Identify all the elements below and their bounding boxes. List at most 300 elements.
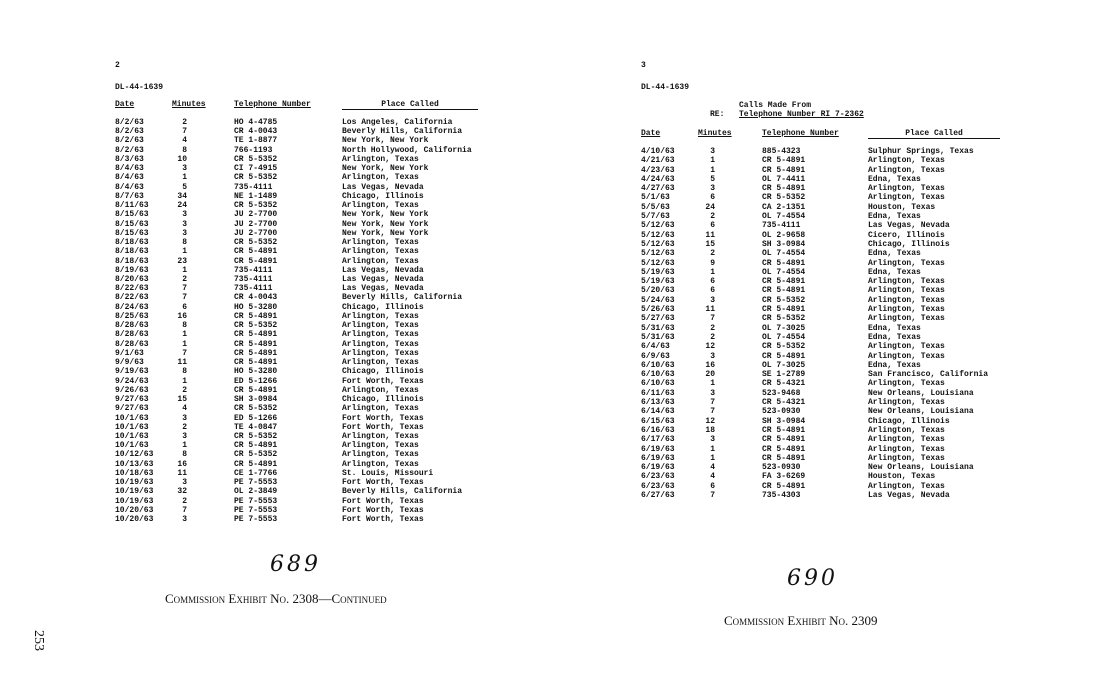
cell-minutes: 6 (710, 221, 715, 231)
cell-place: New York, New York (342, 210, 429, 220)
cell-telephone: CR 5-4891 (762, 444, 806, 454)
cell-place: Chicago, Illinois (342, 302, 424, 312)
cell-date: 6/11/63 (641, 388, 675, 398)
cell-date: 8/28/63 (115, 321, 149, 331)
header-place: Place Called (868, 129, 1000, 139)
cell-minutes: 2 (710, 323, 715, 333)
cell-minutes: 15 (177, 395, 187, 405)
cell-place: Arlington, Texas (868, 453, 945, 463)
table-row (115, 506, 515, 515)
cell-place: Las Vegas, Nevada (342, 274, 424, 284)
cell-telephone: TE 1-8877 (234, 136, 278, 146)
table-row (115, 487, 515, 496)
cell-minutes: 3 (710, 295, 715, 305)
cell-telephone: SH 3-0984 (234, 395, 278, 405)
cell-minutes: 6 (710, 481, 715, 491)
cell-place: Arlington, Texas (342, 450, 419, 460)
cell-date: 4/24/63 (641, 174, 675, 184)
calls-table (641, 147, 1041, 500)
cell-minutes: 16 (177, 459, 187, 469)
cell-telephone: HO 4-4785 (234, 118, 278, 127)
cell-place: Las Vegas, Nevada (868, 490, 950, 500)
cell-place: Arlington, Texas (342, 441, 419, 451)
cell-date: 6/4/63 (641, 342, 670, 352)
cell-date: 5/1/63 (641, 193, 670, 203)
cell-place: Las Vegas, Nevada (342, 265, 424, 275)
cell-minutes: 3 (182, 228, 187, 238)
cell-date: 5/12/63 (641, 239, 675, 249)
cell-minutes: 3 (182, 431, 187, 441)
table-row (115, 460, 515, 469)
cell-date: 6/19/63 (641, 444, 675, 454)
cell-place: Fort Worth, Texas (342, 505, 424, 515)
cell-minutes: 1 (182, 441, 187, 451)
cell-date: 5/20/63 (641, 286, 675, 296)
cell-place: Arlington, Texas (342, 330, 419, 340)
cell-telephone: CA 2-1351 (762, 202, 806, 212)
cell-minutes: 12 (705, 416, 715, 426)
table-row (115, 183, 515, 192)
cell-date: 8/2/63 (115, 136, 144, 146)
cell-place: Arlington, Texas (868, 165, 945, 175)
cell-date: 10/19/63 (115, 478, 154, 488)
cell-date: 8/22/63 (115, 293, 149, 303)
cell-place: New York, New York (342, 136, 429, 146)
cell-minutes: 2 (710, 212, 715, 222)
file-number: DL-44-1639 (115, 83, 164, 92)
cell-minutes: 6 (182, 302, 187, 312)
table-row (115, 423, 515, 432)
cell-date: 4/27/63 (641, 184, 675, 194)
cell-telephone: 735-4111 (234, 182, 273, 192)
cell-telephone: CR 5-4891 (762, 165, 806, 175)
cell-minutes: 6 (710, 277, 715, 287)
table-row (641, 333, 1041, 342)
cell-date: 5/19/63 (641, 267, 675, 277)
cell-telephone: CR 5-5352 (762, 295, 806, 305)
cell-date: 5/27/63 (641, 314, 675, 324)
table-row (115, 275, 515, 284)
cell-telephone: CR 5-5352 (234, 404, 278, 414)
cell-minutes: 7 (182, 348, 187, 358)
table-row (115, 367, 515, 376)
table-row (641, 370, 1041, 379)
cell-place: Arlington, Texas (342, 256, 419, 266)
cell-place: Arlington, Texas (868, 425, 945, 435)
page-number: 2 (115, 61, 120, 70)
cell-telephone: PE 7-5553 (234, 478, 278, 488)
table-row (641, 454, 1041, 463)
cell-telephone: JU 2-7700 (234, 228, 278, 238)
cell-date: 6/10/63 (641, 379, 675, 389)
cell-place: Beverly Hills, California (342, 293, 463, 303)
cell-telephone: CI 7-4915 (234, 164, 278, 174)
cell-minutes: 7 (710, 407, 715, 417)
cell-date: 5/7/63 (641, 212, 670, 222)
subject-line-1: Calls Made From (739, 101, 812, 110)
cell-place: New York, New York (342, 228, 429, 238)
cell-place: North Hollywood, California (342, 145, 472, 155)
cell-minutes: 7 (182, 293, 187, 303)
table-row (115, 330, 515, 339)
header-date: Date (641, 129, 661, 138)
cell-place: Houston, Texas (868, 202, 936, 212)
table-row (115, 386, 515, 395)
cell-date: 8/15/63 (115, 228, 149, 238)
cell-telephone: CR 5-4891 (234, 459, 278, 469)
cell-telephone: 735-4111 (234, 274, 273, 284)
cell-telephone: CR 4-0043 (234, 127, 278, 137)
cell-telephone: CR 5-5352 (234, 238, 278, 248)
cell-minutes: 12 (705, 342, 715, 352)
cell-minutes: 7 (710, 490, 715, 500)
cell-date: 5/31/63 (641, 332, 675, 342)
cell-minutes: 23 (177, 256, 187, 266)
cell-date: 10/1/63 (115, 431, 149, 441)
cell-minutes: 32 (177, 487, 187, 497)
cell-telephone: TE 4-0847 (234, 422, 278, 432)
cell-telephone: JU 2-7700 (234, 219, 278, 229)
cell-place: New York, New York (342, 219, 429, 229)
cell-minutes: 5 (182, 182, 187, 192)
cell-minutes: 7 (182, 505, 187, 515)
cell-telephone: 735-4111 (762, 221, 801, 231)
table-row (641, 193, 1041, 202)
cell-date: 4/10/63 (641, 147, 675, 156)
table-row (115, 118, 515, 127)
table-row (115, 478, 515, 487)
cell-date: 9/26/63 (115, 385, 149, 395)
cell-date: 8/2/63 (115, 127, 144, 137)
table-row (641, 491, 1041, 500)
cell-place: Arlington, Texas (868, 481, 945, 491)
cell-place: Arlington, Texas (868, 193, 945, 203)
cell-date: 8/18/63 (115, 256, 149, 266)
cell-place: Arlington, Texas (868, 184, 945, 194)
cell-minutes: 1 (182, 247, 187, 257)
cell-date: 8/15/63 (115, 210, 149, 220)
cell-date: 6/16/63 (641, 425, 675, 435)
cell-minutes: 16 (177, 311, 187, 321)
cell-place: Beverly Hills, California (342, 487, 463, 497)
table-row (115, 293, 515, 302)
cell-date: 5/12/63 (641, 230, 675, 240)
cell-date: 5/24/63 (641, 295, 675, 305)
cell-minutes: 2 (710, 249, 715, 259)
table-row (115, 192, 515, 201)
cell-date: 8/4/63 (115, 182, 144, 192)
cell-place: Cicero, Illinois (868, 230, 945, 240)
table-row (115, 266, 515, 275)
table-row (115, 303, 515, 312)
cell-date: 8/18/63 (115, 247, 149, 257)
cell-minutes: 6 (710, 193, 715, 203)
cell-telephone: OL 7-4554 (762, 332, 806, 342)
cell-date: 6/9/63 (641, 351, 670, 361)
cell-telephone: OL 7-4554 (762, 212, 806, 222)
cell-date: 4/23/63 (641, 165, 675, 175)
cell-telephone: PE 7-5553 (234, 496, 278, 506)
table-row (641, 361, 1041, 370)
cell-minutes: 2 (182, 274, 187, 284)
cell-date: 10/19/63 (115, 496, 154, 506)
cell-telephone: OL 7-4411 (762, 174, 806, 184)
table-row (641, 472, 1041, 481)
cell-place: St. Louis, Missouri (342, 468, 434, 478)
cell-place: Arlington, Texas (868, 295, 945, 305)
cell-telephone: CR 5-4891 (234, 330, 278, 340)
cell-telephone: CR 5-4321 (762, 398, 806, 408)
cell-telephone: SE 1-2789 (762, 370, 806, 380)
cell-telephone: CR 5-4891 (234, 358, 278, 368)
table-row (115, 164, 515, 173)
table-row (115, 340, 515, 349)
subject-prefix: RE: (710, 110, 725, 119)
cell-place: Arlington, Texas (342, 201, 419, 211)
cell-telephone: 735-4303 (762, 490, 801, 500)
cell-date: 6/17/63 (641, 435, 675, 445)
cell-minutes: 7 (710, 314, 715, 324)
cell-telephone: ED 5-1266 (234, 413, 278, 423)
cell-telephone: CR 5-4321 (762, 379, 806, 389)
table-row (641, 221, 1041, 230)
table-row (115, 257, 515, 266)
handwritten-exhibit-number: 690 (787, 566, 838, 591)
cell-telephone: CR 5-5352 (234, 173, 278, 183)
cell-place: New Orleans, Louisiana (868, 388, 974, 398)
table-row (115, 377, 515, 386)
cell-telephone: CR 5-5352 (234, 154, 278, 164)
table-row (641, 203, 1041, 212)
table-row (641, 277, 1041, 286)
cell-minutes: 3 (182, 164, 187, 174)
cell-place: Chicago, Illinois (342, 367, 424, 377)
cell-date: 6/10/63 (641, 360, 675, 370)
cell-minutes: 3 (710, 147, 715, 156)
table-row (641, 296, 1041, 305)
table-row (641, 212, 1041, 221)
cell-telephone: CR 5-4891 (762, 351, 806, 361)
table-row (641, 352, 1041, 361)
table-row (641, 417, 1041, 426)
cell-place: Arlington, Texas (342, 358, 419, 368)
cell-date: 8/4/63 (115, 164, 144, 174)
cell-date: 8/20/63 (115, 274, 149, 284)
cell-place: Fort Worth, Texas (342, 413, 424, 423)
cell-date: 8/28/63 (115, 330, 149, 340)
cell-date: 5/12/63 (641, 249, 675, 259)
cell-telephone: OL 7-4554 (762, 249, 806, 259)
table-row (115, 220, 515, 229)
cell-place: Edna, Texas (868, 212, 921, 222)
cell-telephone: ED 5-1266 (234, 376, 278, 386)
cell-date: 6/15/63 (641, 416, 675, 426)
cell-minutes: 24 (705, 202, 715, 212)
cell-place: Arlington, Texas (342, 247, 419, 257)
header-minutes: Minutes (172, 100, 206, 109)
cell-date: 8/22/63 (115, 284, 149, 294)
table-row (641, 314, 1041, 323)
table-row (641, 445, 1041, 454)
cell-telephone: 523-9468 (762, 388, 801, 398)
cell-minutes: 3 (182, 210, 187, 220)
table-row (115, 284, 515, 293)
cell-place: Arlington, Texas (868, 379, 945, 389)
cell-telephone: HO 5-3280 (234, 302, 278, 312)
cell-place: Arlington, Texas (868, 444, 945, 454)
cell-minutes: 2 (182, 385, 187, 395)
table-row (641, 426, 1041, 435)
cell-minutes: 10 (177, 154, 187, 164)
cell-telephone: PE 7-5553 (234, 505, 278, 515)
exhibit-caption: Commission Exhibit No. 2308—Continued (165, 591, 387, 606)
cell-telephone: 523-0930 (762, 407, 801, 417)
cell-date: 6/10/63 (641, 370, 675, 380)
table-row (115, 210, 515, 219)
cell-place: Fort Worth, Texas (342, 422, 424, 432)
cell-date: 8/28/63 (115, 339, 149, 349)
cell-place: Arlington, Texas (342, 311, 419, 321)
cell-date: 6/13/63 (641, 398, 675, 408)
cell-minutes: 3 (182, 515, 187, 525)
table-row (641, 268, 1041, 277)
cell-date: 10/18/63 (115, 468, 154, 478)
cell-telephone: CR 5-4891 (762, 277, 806, 287)
cell-telephone: OL 7-3025 (762, 360, 806, 370)
cell-date: 9/24/63 (115, 376, 149, 386)
cell-telephone: CR 5-5352 (234, 431, 278, 441)
table-row (115, 238, 515, 247)
table-row (641, 342, 1041, 351)
cell-minutes: 3 (182, 478, 187, 488)
cell-date: 8/24/63 (115, 302, 149, 312)
cell-date: 6/19/63 (641, 463, 675, 473)
cell-telephone: JU 2-7700 (234, 210, 278, 220)
cell-minutes: 1 (182, 376, 187, 386)
cell-telephone: SH 3-0984 (762, 416, 806, 426)
header-date: Date (115, 100, 135, 109)
table-row (641, 435, 1041, 444)
cell-telephone: OL 7-4554 (762, 267, 806, 277)
cell-telephone: FA 3-6269 (762, 472, 806, 482)
cell-minutes: 11 (705, 230, 715, 240)
cell-telephone: CR 4-0043 (234, 293, 278, 303)
cell-minutes: 24 (177, 201, 187, 211)
cell-minutes: 3 (710, 388, 715, 398)
cell-telephone: 735-4111 (234, 284, 273, 294)
cell-date: 9/27/63 (115, 404, 149, 414)
cell-date: 10/12/63 (115, 450, 154, 460)
table-row (115, 414, 515, 423)
cell-telephone: CR 5-5352 (762, 342, 806, 352)
cell-minutes: 7 (182, 127, 187, 137)
cell-minutes: 4 (710, 472, 715, 482)
cell-telephone: HO 5-3280 (234, 367, 278, 377)
cell-place: New York, New York (342, 164, 429, 174)
table-row (115, 247, 515, 256)
cell-date: 6/23/63 (641, 481, 675, 491)
cell-minutes: 7 (182, 284, 187, 294)
cell-date: 8/15/63 (115, 219, 149, 229)
cell-minutes: 1 (182, 330, 187, 340)
cell-date: 5/12/63 (641, 258, 675, 268)
cell-place: Fort Worth, Texas (342, 496, 424, 506)
cell-minutes: 11 (177, 468, 187, 478)
cell-minutes: 16 (705, 360, 715, 370)
table-row (641, 175, 1041, 184)
cell-date: 9/1/63 (115, 348, 144, 358)
cell-telephone: SH 3-0984 (762, 239, 806, 249)
cell-telephone: CR 5-4891 (234, 348, 278, 358)
table-row (641, 259, 1041, 268)
cell-minutes: 11 (705, 305, 715, 315)
cell-date: 10/1/63 (115, 422, 149, 432)
cell-place: Fort Worth, Texas (342, 376, 424, 386)
cell-date: 6/27/63 (641, 490, 675, 500)
cell-date: 10/1/63 (115, 441, 149, 451)
cell-place: Arlington, Texas (342, 431, 419, 441)
cell-date: 8/19/63 (115, 265, 149, 275)
cell-place: Las Vegas, Nevada (342, 182, 424, 192)
cell-telephone: CR 5-4891 (234, 385, 278, 395)
cell-minutes: 2 (182, 496, 187, 506)
margin-page-number: 253 (31, 630, 46, 651)
cell-minutes: 3 (710, 435, 715, 445)
cell-minutes: 6 (710, 286, 715, 296)
table-row (115, 229, 515, 238)
cell-minutes: 1 (182, 339, 187, 349)
cell-minutes: 3 (182, 413, 187, 423)
cell-telephone: CR 5-5352 (234, 201, 278, 211)
table-row (115, 358, 515, 367)
cell-place: Fort Worth, Texas (342, 515, 424, 525)
cell-place: Los Angeles, California (342, 118, 453, 127)
cell-place: Chicago, Illinois (868, 239, 950, 249)
cell-place: Edna, Texas (868, 267, 921, 277)
cell-place: Edna, Texas (868, 360, 921, 370)
table-row (115, 404, 515, 413)
cell-date: 8/2/63 (115, 118, 144, 127)
table-row (641, 379, 1041, 388)
cell-telephone: 766-1193 (234, 145, 273, 155)
subject-line-2: Telephone Number RI 7-2362 (739, 110, 864, 119)
cell-date: 9/19/63 (115, 367, 149, 377)
cell-date: 6/14/63 (641, 407, 675, 417)
cell-date: 10/20/63 (115, 515, 154, 525)
header-telephone: Telephone Number (762, 129, 839, 138)
cell-telephone: CR 5-4891 (234, 256, 278, 266)
cell-place: Arlington, Texas (342, 238, 419, 248)
cell-place: Las Vegas, Nevada (868, 221, 950, 231)
header-telephone: Telephone Number (234, 100, 311, 109)
table-row (115, 349, 515, 358)
exhibit-caption: Commission Exhibit No. 2309 (724, 613, 878, 628)
table-row (115, 201, 515, 210)
table-row (115, 312, 515, 321)
table-row (641, 324, 1041, 333)
table-row (641, 482, 1041, 491)
calls-table (115, 118, 515, 524)
cell-minutes: 8 (182, 321, 187, 331)
cell-place: Arlington, Texas (868, 398, 945, 408)
cell-place: Edna, Texas (868, 249, 921, 259)
cell-place: Arlington, Texas (342, 404, 419, 414)
cell-telephone: CR 5-4891 (762, 481, 806, 491)
cell-minutes: 5 (710, 174, 715, 184)
cell-date: 10/19/63 (115, 487, 154, 497)
cell-telephone: CR 5-4891 (762, 425, 806, 435)
cell-telephone: CR 5-5352 (762, 314, 806, 324)
